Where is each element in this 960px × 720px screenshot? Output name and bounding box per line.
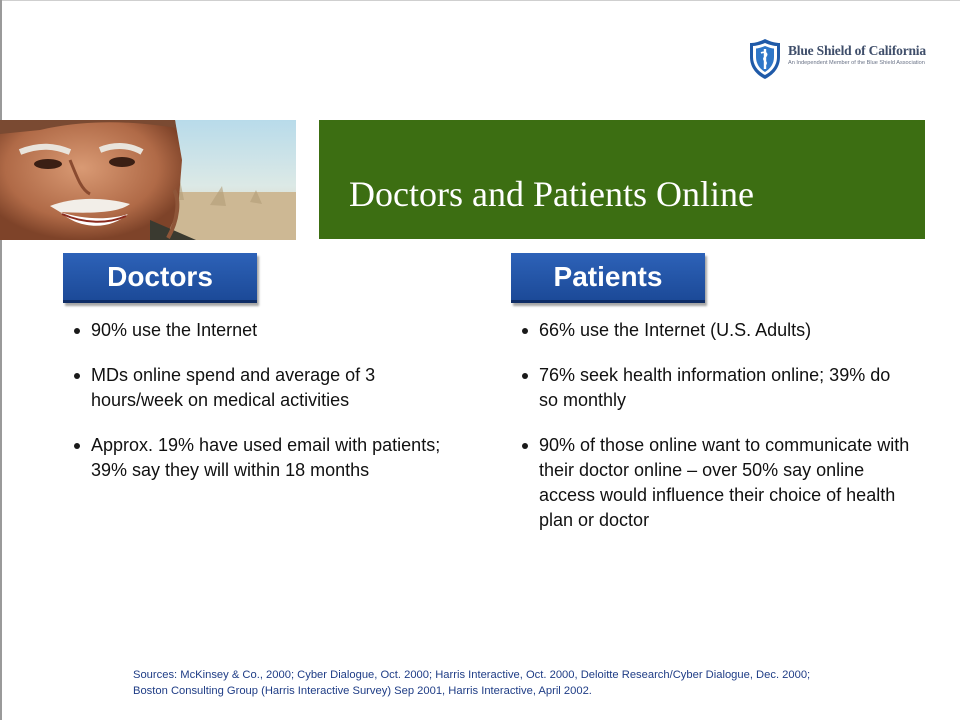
patients-heading: Patients [553, 261, 663, 292]
title-bar [319, 120, 925, 239]
list-item [521, 363, 911, 413]
bullet-text: 66% use the Internet (U.S. Adults) [539, 320, 812, 340]
bullet-text: 90% use the Internet [91, 320, 258, 340]
slide-left-border [0, 0, 2, 720]
bullet-icon [522, 373, 528, 379]
logo-name: Blue Shield of California [788, 43, 926, 58]
bullet-text: MDs online spend and average of 3 hours/week on medical activities [91, 365, 376, 410]
doctors-bullet-list [73, 318, 453, 503]
bullet-text: 76% seek health information online; 39% do so monthly [539, 365, 891, 410]
slide-title: Doctors and Patients Online [349, 174, 754, 214]
list-item [73, 363, 453, 413]
company-logo [748, 38, 938, 80]
smiling-man-photo [0, 120, 296, 240]
bullet-icon [522, 328, 528, 334]
bullet-icon [74, 443, 80, 449]
list-item [521, 433, 911, 533]
doctors-heading-tab [63, 253, 257, 303]
photo-illustration [0, 120, 296, 240]
list-item [521, 318, 911, 343]
bullet-text: Approx. 19% have used email with patients; 39% say they will within 18 months [91, 435, 441, 480]
patients-heading-tab [511, 253, 705, 303]
slide-top-border [0, 0, 960, 1]
list-item [73, 318, 453, 343]
bullet-icon [74, 373, 80, 379]
bullet-icon [74, 328, 80, 334]
sources-footnote: Sources: McKinsey & Co., 2000; Cyber Dialogue, Oct. 2000; Harris Interactive, Oct. 2000, Deloitte Research/Cyber Dialogue, Dec. 2000; Boston Consulting Group (Harris Interactive Survey) Sep 2001, Harris Interactive, April 2002. [133, 669, 811, 697]
bullet-icon [522, 443, 528, 449]
doctors-heading: Doctors [107, 261, 213, 292]
patients-bullet-list [521, 318, 911, 553]
logo-tagline: An Independent Member of the Blue Shield Association [788, 60, 925, 66]
bullet-text: 90% of those online want to communicate with their doctor online – over 50% say online access would influence their choice of health plan or doctor [539, 435, 910, 530]
list-item [73, 433, 453, 483]
blue-shield-logo-icon [748, 38, 782, 80]
